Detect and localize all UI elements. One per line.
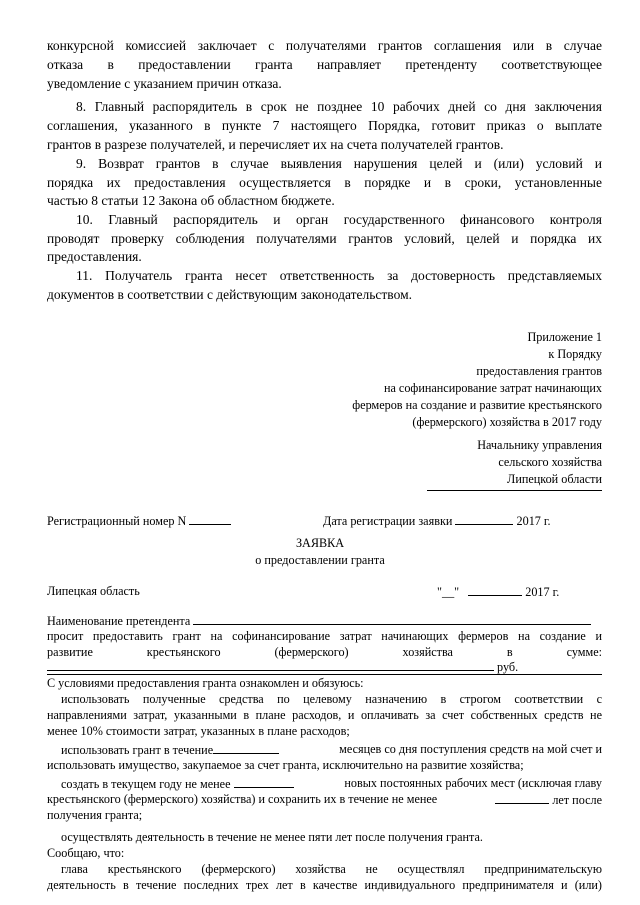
reg-number-field[interactable] xyxy=(189,512,231,525)
region: Липецкая область xyxy=(47,584,140,598)
amount-row xyxy=(47,658,518,675)
reg-date-label: Дата регистрации заявки xyxy=(323,514,453,528)
text-line: 10. Главный распорядитель и орган государственного финансового контроля xyxy=(76,212,602,227)
appendix-line: предоставления грантов xyxy=(476,364,602,378)
request-line: развитие крестьянского (фермерского) хозяйства в сумме: xyxy=(47,645,602,659)
grant-months-field[interactable] xyxy=(213,741,279,754)
report-intro: Сообщаю, что: xyxy=(47,846,125,860)
conditions-line: менее 10% стоимости затрат, указанных в плане расходов; xyxy=(47,724,350,738)
jobs-text: крестьянского (фермерского) хозяйства) и сохранить их в течение не менее xyxy=(47,792,438,806)
appendix-line: к Порядку xyxy=(548,347,602,361)
document-title: ЗАЯВКА xyxy=(295,536,345,550)
date-month-field[interactable] xyxy=(468,583,522,596)
applicant-label: Наименование претендента xyxy=(47,614,191,628)
text-line: грантов в разрезе получателей, и перечисляет их на счета получателей грантов. xyxy=(47,137,504,152)
text-line: частью 8 статьи 12 Закона об областном бюджете. xyxy=(47,193,335,208)
addressee-signature-line[interactable] xyxy=(427,490,602,491)
jobs-row-2 xyxy=(47,791,602,808)
text-line: уведомление с указанием причин отказа. xyxy=(47,76,282,91)
addressee-line: Липецкой области xyxy=(507,472,602,486)
grant-use-row xyxy=(61,741,602,758)
grant-use-text: использовать грант в течение xyxy=(61,743,214,757)
head-line: глава крестьянского (фермерского) хозяйства не осуществлял предпринимательскую xyxy=(61,862,602,876)
appendix-line: (фермерского) хозяйства в 2017 году xyxy=(412,415,602,429)
text-line: документов в соответствии с действующим законодательством. xyxy=(47,287,412,302)
conditions-line: направлениями затрат, указанными в плане расходов, и оплачивать за счет собственных средств не xyxy=(47,708,602,722)
jobs-row xyxy=(61,775,602,792)
conditions-line: использовать полученные средства по целевому назначению в строгом соответствии с xyxy=(61,692,602,706)
text-line: проводят проверку соблюдения получателями грантов условий, целей и порядка их xyxy=(47,231,602,246)
addressee-line: Начальнику управления xyxy=(477,438,602,452)
request-line: просит предоставить грант на софинансирование затрат начинающих фермеров на создание и xyxy=(47,629,602,643)
head-line: деятельность в течение последних трех лет в качестве индивидуального предпринимателя и (или) xyxy=(47,878,602,892)
text-line: 11. Получатель гранта несет ответственность за достоверность представляемых xyxy=(76,268,602,283)
text-line: отказа в предоставлении гранта направляет претенденту соответствующее xyxy=(47,57,602,72)
text-line: порядка их предоставления осуществляется в порядке и в сроки, установленные xyxy=(47,175,602,190)
grant-use-line: использовать имущество, закупаемое за счет гранта, исключительно на развитие хозяйства; xyxy=(47,758,524,772)
addressee-line: сельского хозяйства xyxy=(498,455,602,469)
appendix-line: Приложение 1 xyxy=(527,330,602,344)
grant-use-text: месяцев со дня поступления средств на мой счет и xyxy=(339,742,602,756)
jobs-years-field[interactable] xyxy=(495,791,549,804)
appendix-line: фермеров на создание и развитие крестьянского xyxy=(352,398,602,412)
currency-label: руб. xyxy=(497,660,519,674)
reg-date-field[interactable] xyxy=(455,512,513,525)
conditions-intro: С условиями предоставления гранта ознакомлен и обязуюсь: xyxy=(47,676,364,690)
jobs-text: лет после xyxy=(552,793,602,807)
text-line: конкурсной комиссией заключает с получателями грантов соглашения или в случае xyxy=(47,38,602,53)
text-line: предоставления. xyxy=(47,249,142,264)
activity-line: осуществлять деятельность в течение не менее пяти лет после получения гранта. xyxy=(61,830,483,844)
text-line: 9. Возврат грантов в случае выявления нарушения целей и (или) условий и xyxy=(76,156,602,171)
amount-field[interactable] xyxy=(47,658,494,671)
applicant-row xyxy=(47,612,591,629)
jobs-text: создать в текущем году не менее xyxy=(61,777,231,791)
date-year: 2017 г. xyxy=(525,585,560,599)
text-line: 8. Главный распорядитель в срок не позднее 10 рабочих дней со дня заключения xyxy=(76,99,602,114)
jobs-text: новых постоянных рабочих мест (исключая главу xyxy=(344,776,602,790)
jobs-line: получения гранта; xyxy=(47,808,143,822)
document-subtitle: о предоставлении гранта xyxy=(255,553,385,567)
appendix-line: на софинансирование затрат начинающих xyxy=(383,381,602,395)
reg-date-row xyxy=(323,512,551,529)
date-day-field[interactable]: "__" xyxy=(437,585,460,599)
applicant-name-field[interactable] xyxy=(193,612,591,625)
text-line: соглашения, указанного в пункте 7 настоящего Порядка, готовит приказ о выплате xyxy=(47,118,602,133)
reg-number-row xyxy=(47,512,231,529)
jobs-count-field[interactable] xyxy=(234,775,294,788)
application-date-row xyxy=(437,583,559,600)
reg-date-year: 2017 г. xyxy=(516,514,551,528)
reg-number-label: Регистрационный номер N xyxy=(47,514,187,528)
